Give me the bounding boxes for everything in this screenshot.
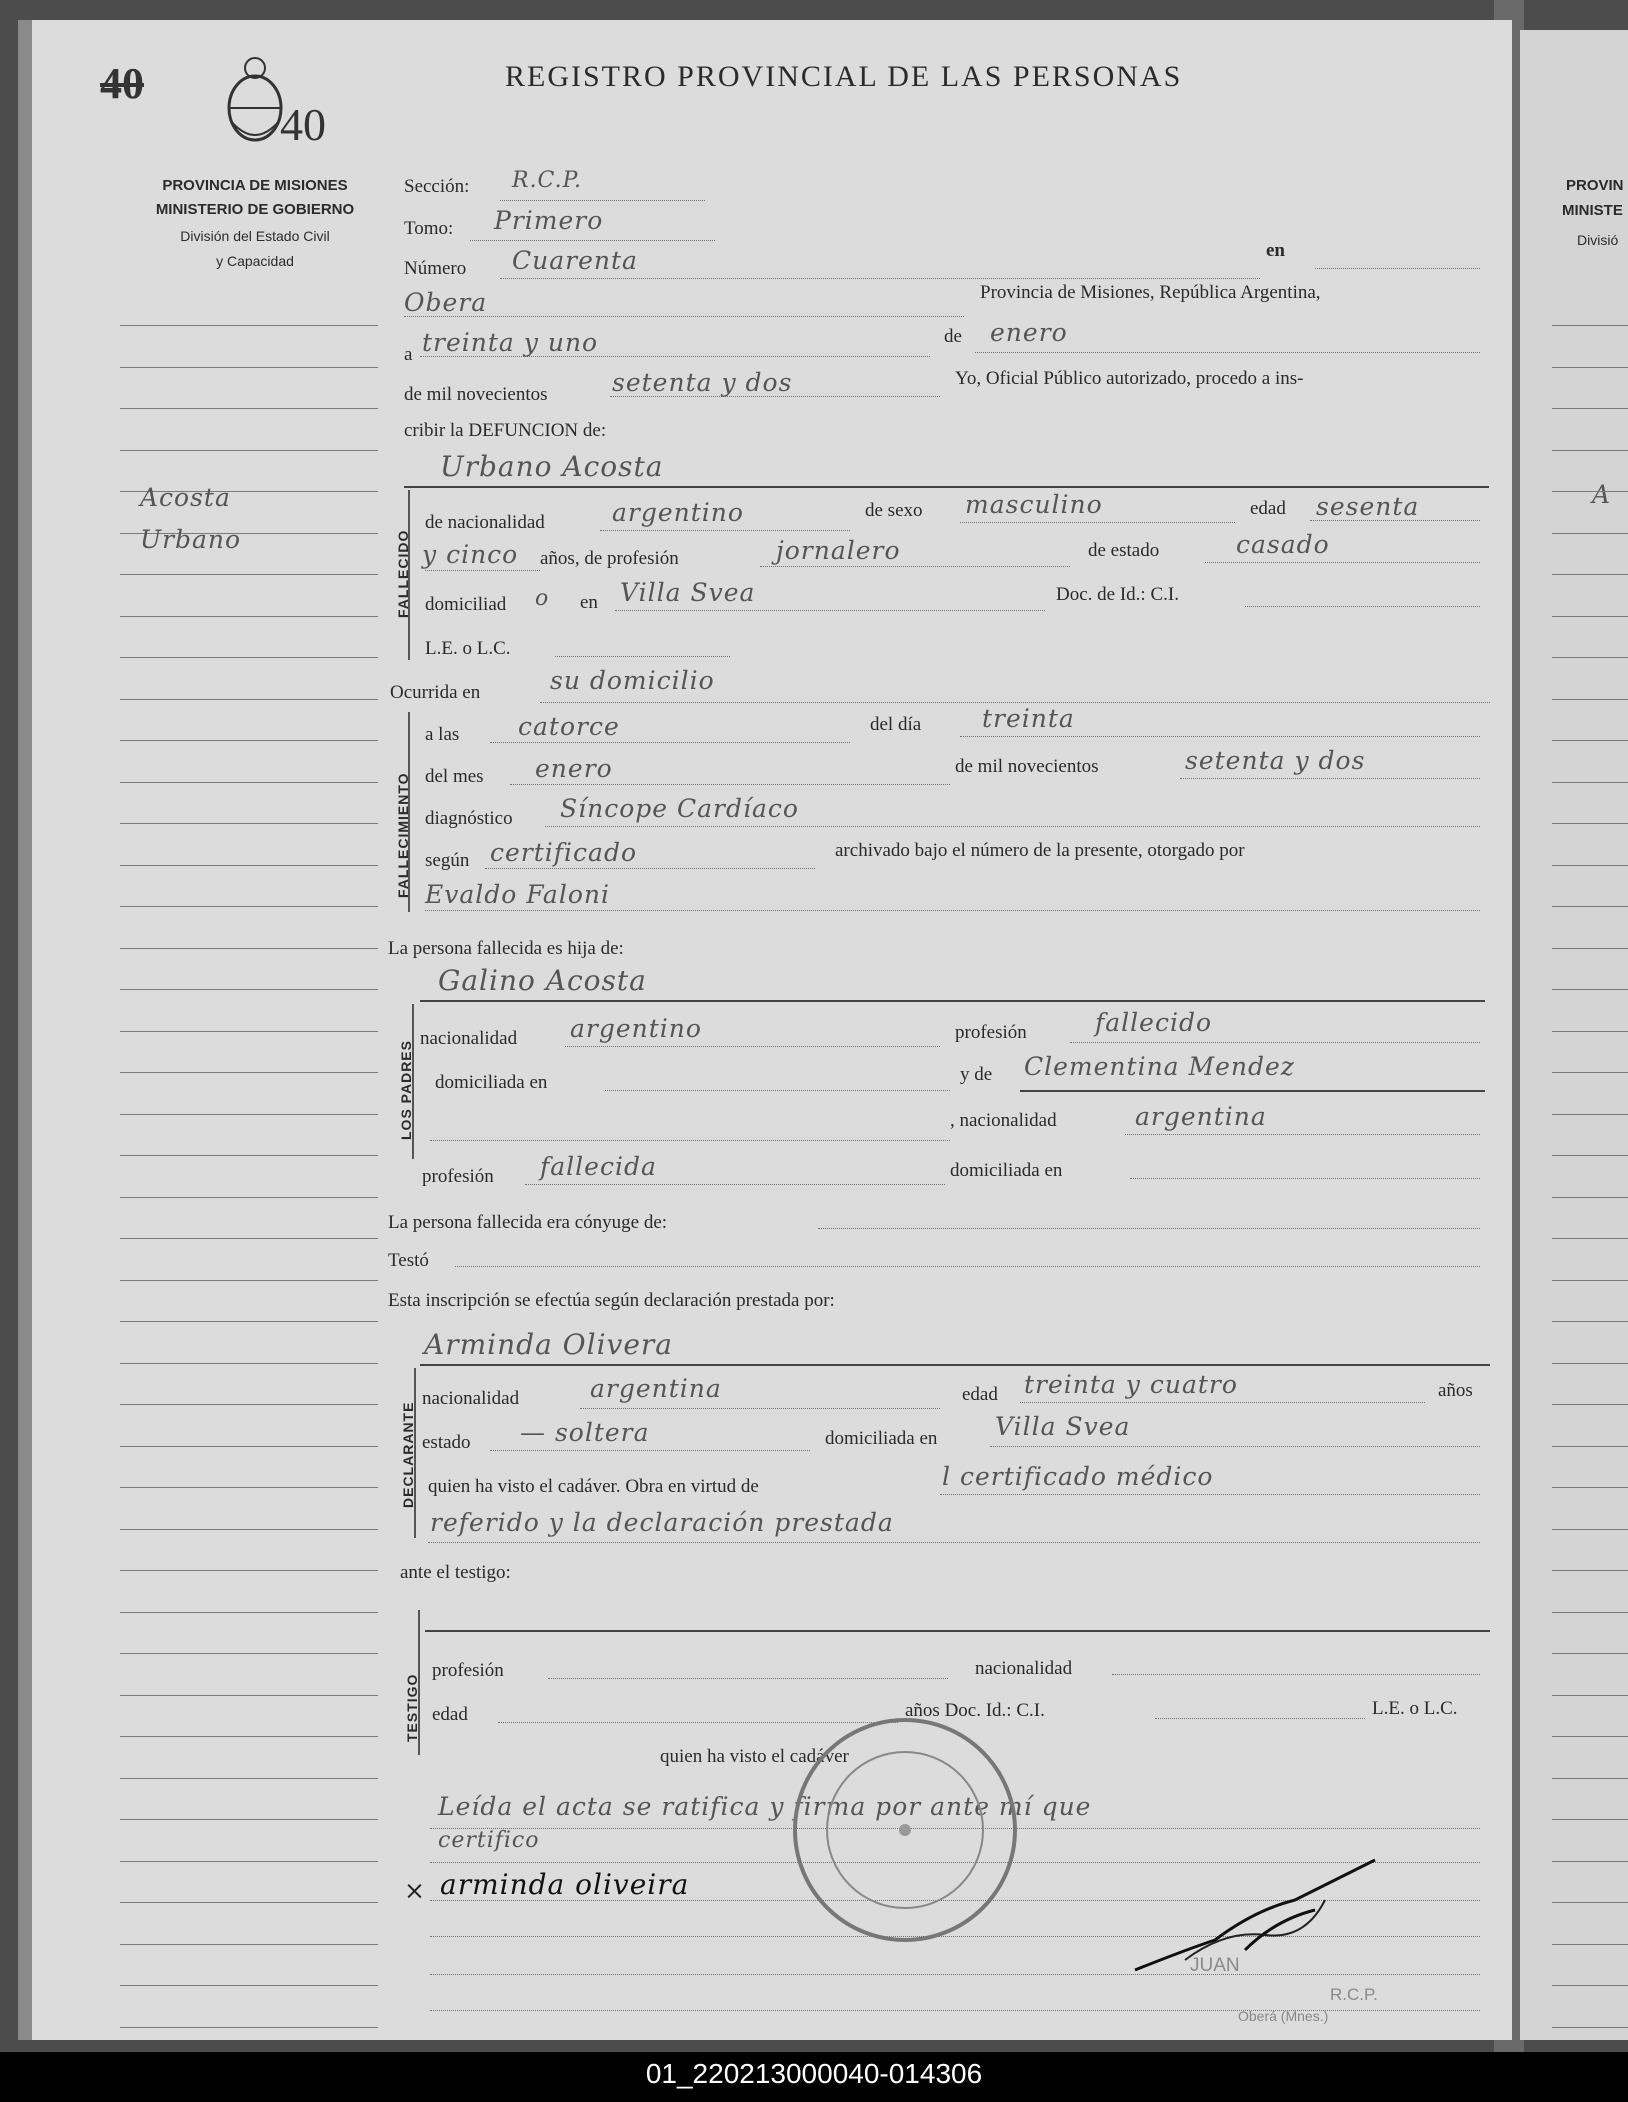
madre-nac-label: , nacionalidad <box>950 1110 1057 1131</box>
numero-label: Número <box>404 258 467 279</box>
right-page-rule-line <box>1552 1321 1628 1322</box>
right-page-rule-line <box>1552 1944 1628 1945</box>
right-page-rule-line <box>1552 1404 1628 1405</box>
margin-rule-line <box>120 1072 378 1073</box>
register-page <box>18 20 1512 2040</box>
official-stamp-line-2: R.C.P. <box>1330 1985 1378 2004</box>
en-domicilio-label: en <box>580 592 598 613</box>
testigo-edad-label: edad <box>432 1704 468 1725</box>
certificado-value: certificado <box>490 838 637 867</box>
profesion-value: jornalero <box>776 536 901 565</box>
section-padres-label: LOS PADRES <box>398 1040 414 1140</box>
margin-rule-line <box>120 1902 378 1903</box>
anio-value: setenta y dos <box>612 368 793 397</box>
margin-rule-line <box>120 823 378 824</box>
right-page-rule-line <box>1552 699 1628 700</box>
right-page-rule-line <box>1552 740 1628 741</box>
ministry-line-1: PROVINCIA DE MISIONES <box>162 177 348 194</box>
margin-rule-line <box>120 1529 378 1530</box>
margin-rule-line <box>120 948 378 949</box>
padre-nac-label: nacionalidad <box>420 1028 518 1049</box>
obra-value-1: l certificado médico <box>942 1462 1214 1491</box>
margin-rule-line <box>120 616 378 617</box>
right-page-rule-line <box>1552 1653 1628 1654</box>
margin-rule-line <box>120 2027 378 2028</box>
right-page-rule-line <box>1552 1570 1628 1571</box>
right-page-rule-line <box>1552 2027 1628 2028</box>
domiciliado-label: domiciliad <box>425 594 507 615</box>
padre-prof-value: fallecido <box>1095 1008 1212 1037</box>
mes-value: enero <box>990 318 1068 347</box>
right-ministry-line-3: Divisió <box>1577 232 1619 248</box>
mes-fallec-value: enero <box>535 754 613 783</box>
provincia-label: Provincia de Misiones, República Argentina, <box>980 282 1321 303</box>
madre-nac-value: argentina <box>1135 1102 1267 1131</box>
edad-value-2: y cinco <box>422 540 519 569</box>
right-page-rule-line <box>1552 948 1628 949</box>
decl-estado-label: estado <box>422 1432 471 1453</box>
right-page-rule-line <box>1552 1155 1628 1156</box>
right-page-rule-line <box>1552 367 1628 368</box>
ministry-line-3: División del Estado Civil <box>180 228 330 244</box>
padre-prof-label: profesión <box>955 1022 1027 1043</box>
ante-label: ante el testigo: <box>400 1562 511 1583</box>
dia-fallec-value: treinta <box>982 704 1075 733</box>
right-page-rule-line <box>1552 823 1628 824</box>
nacionalidad-value: argentino <box>612 498 744 527</box>
margin-rule-line <box>120 1280 378 1281</box>
margin-rule-line <box>120 1446 378 1447</box>
margin-rule-line <box>120 1944 378 1945</box>
ocurrida-label: Ocurrida en <box>390 682 481 703</box>
right-page-rule-line <box>1552 906 1628 907</box>
hora-value: catorce <box>518 712 620 741</box>
right-page-rule-line <box>1552 1363 1628 1364</box>
margin-rule-line <box>120 408 378 409</box>
en-label: en <box>1266 240 1285 261</box>
right-page-rule-line <box>1552 1072 1628 1073</box>
inscripcion-label: Esta inscripción se efectúa según declaración prestada por: <box>388 1290 835 1311</box>
a-las-label: a las <box>425 724 460 745</box>
madre-value: Clementina Mendez <box>1024 1052 1295 1081</box>
madre-prof-value: fallecida <box>540 1152 657 1181</box>
right-page-rule-line <box>1552 1031 1628 1032</box>
right-ministry-line-1: PROVIN <box>1566 177 1624 194</box>
testigo-anos-label: años Doc. Id.: C.I. <box>905 1700 1045 1721</box>
right-page-rule-line <box>1552 657 1628 658</box>
cierre-value-1: Leída el acta se ratifica y firma por ante mí que <box>438 1792 1092 1821</box>
ministry-line-2: MINISTERIO DE GOBIERNO <box>155 201 355 218</box>
edad-label: edad <box>1250 498 1286 519</box>
section-testigo-label: TESTIGO <box>404 1673 420 1742</box>
testigo-visto-label: quien ha visto el cadáver <box>660 1746 849 1767</box>
right-page-rule-line <box>1552 1819 1628 1820</box>
right-page-rule-line <box>1552 1446 1628 1447</box>
right-page-rule-line <box>1552 1778 1628 1779</box>
de-mil-label: de mil novecientos <box>404 384 548 405</box>
conyuge-label: La persona fallecida era cónyuge de: <box>388 1212 668 1233</box>
official-seal-stamp <box>785 1710 1025 1950</box>
seccion-label: Sección: <box>404 176 470 197</box>
right-page-rule-line <box>1552 1985 1628 1986</box>
margin-rule-line <box>120 1487 378 1488</box>
right-page-rule-line <box>1552 1861 1628 1862</box>
hija-de-label: La persona fallecida es hija de: <box>388 938 624 959</box>
margin-rule-line <box>120 1612 378 1613</box>
testigo-profesion-label: profesión <box>432 1660 504 1681</box>
lugar-value: Obera <box>404 288 488 317</box>
margin-rule-line <box>120 1570 378 1571</box>
right-page-rule-line <box>1552 1612 1628 1613</box>
padre-dom-label: domiciliada en <box>435 1072 548 1093</box>
right-page-rule-line <box>1552 491 1628 492</box>
right-page-rule-line <box>1552 865 1628 866</box>
decl-estado-value: — soltera <box>520 1418 650 1447</box>
right-page-rule-line <box>1552 450 1628 451</box>
margin-rule-line <box>120 1155 378 1156</box>
right-page-rule-line <box>1552 1695 1628 1696</box>
official-stamp-line-1: JUAN <box>1190 1955 1240 1976</box>
official-stamp-line-3: Oberá (Mnes.) <box>1238 2008 1329 2024</box>
right-page-rule-line <box>1552 1280 1628 1281</box>
margin-rule-line <box>120 1778 378 1779</box>
testo-label: Testó <box>388 1250 429 1271</box>
diagnostico-value: Síncope Cardíaco <box>560 794 799 823</box>
margin-rule-line <box>120 1238 378 1239</box>
padre-value: Galino Acosta <box>438 964 647 997</box>
decl-edad-value: treinta y cuatro <box>1024 1370 1238 1399</box>
estado-value: casado <box>1236 530 1330 559</box>
dia-value: treinta y uno <box>422 328 599 357</box>
right-page-rule-line <box>1552 1114 1628 1115</box>
section-declarante-label: DECLARANTE <box>400 1401 416 1508</box>
right-page-rule-line <box>1552 782 1628 783</box>
margin-rule-line <box>120 989 378 990</box>
margin-rule-line <box>120 1404 378 1405</box>
numero-value: Cuarenta <box>512 246 638 275</box>
right-ministry-line-2: MINISTE <box>1562 202 1623 219</box>
margin-rule-line <box>120 1321 378 1322</box>
del-dia-label: del día <box>870 714 922 735</box>
margin-rule-line <box>120 865 378 866</box>
margin-rule-line <box>120 450 378 451</box>
nombre-fallecido: Urbano Acosta <box>440 450 664 483</box>
margin-rule-line <box>120 1031 378 1032</box>
de-label: de <box>944 326 962 347</box>
footer-filename: 01_220213000040-014306 <box>645 2058 983 2089</box>
medico-value: Evaldo Faloni <box>425 880 610 909</box>
domicilio-value: Villa Svea <box>620 578 756 607</box>
nacionalidad-label: de nacionalidad <box>425 512 545 533</box>
margin-rule-line <box>120 906 378 907</box>
anos-label: años <box>1438 1380 1473 1401</box>
right-page-rule-line <box>1552 1238 1628 1239</box>
right-page-rule-line <box>1552 1487 1628 1488</box>
section-fallecido-label: FALLECIDO <box>395 529 411 618</box>
cribir-label: cribir la DEFUNCION de: <box>404 420 607 441</box>
padre-nac-value: argentino <box>570 1014 702 1043</box>
edad-value-1: sesenta <box>1316 492 1420 521</box>
y-de-label: y de <box>960 1064 993 1085</box>
tomo-value: Primero <box>494 206 604 235</box>
decl-edad-label: edad <box>962 1384 998 1405</box>
archivado-label: archivado bajo el número de la presente, otorgado por <box>835 840 1245 861</box>
margin-rule-line <box>120 740 378 741</box>
seccion-value: R.C.P. <box>512 168 582 193</box>
a-label: a <box>404 344 413 365</box>
profesion-label: años, de profesión <box>540 548 679 569</box>
margin-rule-line <box>120 1653 378 1654</box>
right-page-rule-line <box>1552 616 1628 617</box>
decl-dom-label: domiciliada en <box>825 1428 938 1449</box>
madre-prof-label: profesión <box>422 1166 494 1187</box>
right-page-rule-line <box>1552 1902 1628 1903</box>
margin-rule-line <box>120 782 378 783</box>
firma-declarante: arminda oliveira <box>440 1868 690 1901</box>
testigo-nacionalidad-label: nacionalidad <box>975 1658 1073 1679</box>
right-margin-note: A <box>1592 480 1612 509</box>
margin-rule-line <box>120 1197 378 1198</box>
right-page-rule-line <box>1552 1736 1628 1737</box>
margin-rule-line <box>120 1736 378 1737</box>
doc-label: Doc. de Id.: C.I. <box>1056 584 1179 605</box>
domiciliado-suffix: o <box>535 586 550 611</box>
margin-rule-line <box>120 325 378 326</box>
margin-rule-line <box>120 574 378 575</box>
sexo-label: de sexo <box>865 500 923 521</box>
right-page-rule-line <box>1552 574 1628 575</box>
right-page-rule-line <box>1552 325 1628 326</box>
decl-nac-value: argentina <box>590 1374 722 1403</box>
del-mes-label: del mes <box>425 766 484 787</box>
margin-note-name: Urbano <box>140 525 242 554</box>
margin-rule-line <box>120 367 378 368</box>
obra-value-2: referido y la declaración prestada <box>430 1508 894 1537</box>
tomo-label: Tomo: <box>404 218 454 239</box>
declarante-value: Arminda Olivera <box>424 1328 673 1361</box>
margin-rule-line <box>120 1695 378 1696</box>
decl-nac-label: nacionalidad <box>422 1388 520 1409</box>
folio-number: 40 <box>280 99 326 150</box>
right-page-rule-line <box>1552 989 1628 990</box>
segun-label: según <box>425 850 470 871</box>
diagnostico-label: diagnóstico <box>425 808 513 829</box>
visto-label: quien ha visto el cadáver. Obra en virtud de <box>428 1476 759 1497</box>
estado-label: de estado <box>1088 540 1160 561</box>
margin-rule-line <box>120 1363 378 1364</box>
de-mil-2-label: de mil novecientos <box>955 756 1099 777</box>
ministry-line-4: y Capacidad <box>216 253 294 269</box>
margin-rule-line <box>120 657 378 658</box>
yo-label: Yo, Oficial Público autorizado, procedo a ins- <box>955 368 1304 389</box>
adjacent-page <box>1520 30 1628 2040</box>
page-title: REGISTRO PROVINCIAL DE LAS PERSONAS <box>505 60 1183 93</box>
section-fallecimiento-label: FALLECIMIENTO <box>395 772 411 898</box>
right-page-rule-line <box>1552 1197 1628 1198</box>
official-signature <box>1125 1840 1385 1990</box>
cierre-value-2: certifico <box>438 1828 540 1853</box>
testigo-le-label: L.E. o L.C. <box>1372 1698 1458 1719</box>
decl-dom-value: Villa Svea <box>995 1412 1131 1441</box>
margin-rule-line <box>120 1861 378 1862</box>
margin-rule-line <box>120 1819 378 1820</box>
le-label: L.E. o L.C. <box>425 638 511 659</box>
margin-note-surname: Acosta <box>140 483 231 512</box>
ocurrida-value: su domicilio <box>550 666 715 695</box>
right-page-rule-line <box>1552 533 1628 534</box>
sexo-value: masculino <box>965 490 1103 519</box>
folio-number-struck: 40 <box>100 59 144 108</box>
margin-rule-line <box>120 1114 378 1115</box>
margin-rule-line <box>120 699 378 700</box>
margin-rule-line <box>120 1985 378 1986</box>
right-page-rule-line <box>1552 1529 1628 1530</box>
madre-dom-label: domiciliada en <box>950 1160 1063 1181</box>
firma-x: × <box>404 1876 426 1905</box>
right-page-rule-line <box>1552 408 1628 409</box>
anio-fallec-value: setenta y dos <box>1185 746 1366 775</box>
